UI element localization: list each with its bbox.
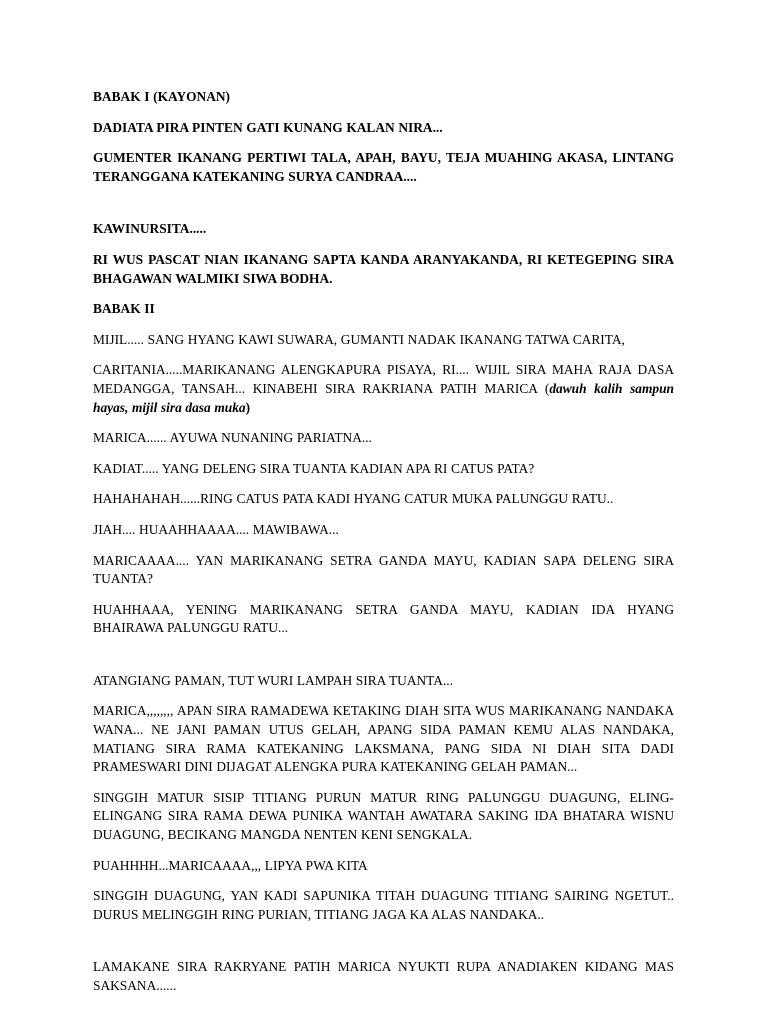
act-one-heading: BABAK I (KAYONAN) (93, 89, 230, 104)
paragraph-18: PUAHHHH...MARICAAAA,,, LIPYA PWA KITA (93, 857, 368, 873)
paragraph-4: KAWINURSITA..... (93, 221, 207, 237)
paragraph-17: SINGGIH MATUR SISIP TITIANG PURUN MATUR RING PALUNGGU DUAGUNG, ELING-ELINGANG SIRA RAMA DEWA PUNIKA WANTAH AWATARA SAKING IDA BHATARA WISNU DUAGUNG, BECIKANG MANGDA NENTEN KENI SENGKALA. (93, 789, 674, 843)
paragraph-2: DADIATA PIRA PINTEN GATI KUNANG KALAN NIRA... (93, 119, 443, 135)
paragraph-10: KADIAT..... YANG DELENG SIRA TUANTA KADIAN APA RI CATUS PATA? (93, 460, 535, 476)
paragraph-7: MIJIL..... SANG HYANG KAWI SUWARA, GUMANTI NADAK IKANANG TATWA CARITA, (93, 331, 625, 347)
paragraph-3: GUMENTER IKANANG PERTIWI TALA, APAH, BAYU, TEJA MUAHING AKASA, LINTANG TERANGGANA KATEKANING SURYA CANDRAA.... (93, 150, 674, 184)
paragraph-13: MARICAAAA.... YAN MARIKANANG SETRA GANDA MAYU, KADIAN SAPA DELENG SIRA TUANTA? (93, 552, 674, 587)
act-two-heading: BABAK II (93, 301, 155, 317)
paragraph-20: LAMAKANE SIRA RAKRYANE PATIH MARICA NYUKTI RUPA ANADIAKEN KIDANG MAS SAKSANA...... (93, 959, 674, 993)
paragraph-9: MARICA...... AYUWA NUNANING PARIATNA... (93, 430, 372, 446)
paragraph-8-text: CARITANIA.....MARIKANANG ALENGKAPURA PISAYA, RI.... WIJIL SIRA MAHA RAJA DASA MEDANGGA, TANSAH... KINABEHI SIRA RAKRIANA PATIH MARICA ( (93, 362, 674, 396)
paragraph-12: JIAH.... HUAAHHAAAA.... MAWIBAWA... (93, 521, 339, 537)
paragraph-8-suffix: ) (245, 399, 251, 415)
paragraph-19: SINGGIH DUAGUNG, YAN KADI SAPUNIKA TITAH DUAGUNG TITIANG SAIRING NGETUT.. DURUS MELINGGIH RING PURIAN, TITIANG JAGA KA ALAS NANDAKA.. (93, 888, 674, 922)
paragraph-8-stage-direction: dawuh kalih sampun hayas, mijil sira dasa muka (93, 380, 674, 415)
paragraph-15: ATANGIANG PAMAN, TUT WURI LAMPAH SIRA TUANTA... (93, 672, 453, 688)
paragraph-8 (93, 361, 674, 417)
paragraph-11: HAHAHAHAH......RING CATUS PATA KADI HYANG CATUR MUKA PALUNGGU RATU.. (93, 491, 614, 507)
paragraph-14: HUAHHAAA, YENING MARIKANANG SETRA GANDA MAYU, KADIAN IDA HYANG BHAIRAWA PALUNGGU RATU... (93, 601, 674, 636)
paragraph-16: MARICA,,,,,,,, APAN SIRA RAMADEWA KETAKING DIAH SITA WUS MARIKANANG NANDAKA WANA... NE JANI PAMAN UTUS GELAH, APANG SIDA PAMAN KEMU ALAS NANDAKA, MATIANG SIRA RAMA KATEKANING LAKSMANA, PANG SIDA NI DIAH SITA DADI PRAMESWARI DINI DIJAGAT ALENGKA PURA KATEKANING GELAH PAMAN... (93, 703, 674, 775)
paragraph-5: RI WUS PASCAT NIAN IKANANG SAPTA KANDA ARANYAKANDA, RI KETEGEPING SIRA BHAGAWAN WALMIKI SIWA BODHA. (93, 251, 674, 286)
